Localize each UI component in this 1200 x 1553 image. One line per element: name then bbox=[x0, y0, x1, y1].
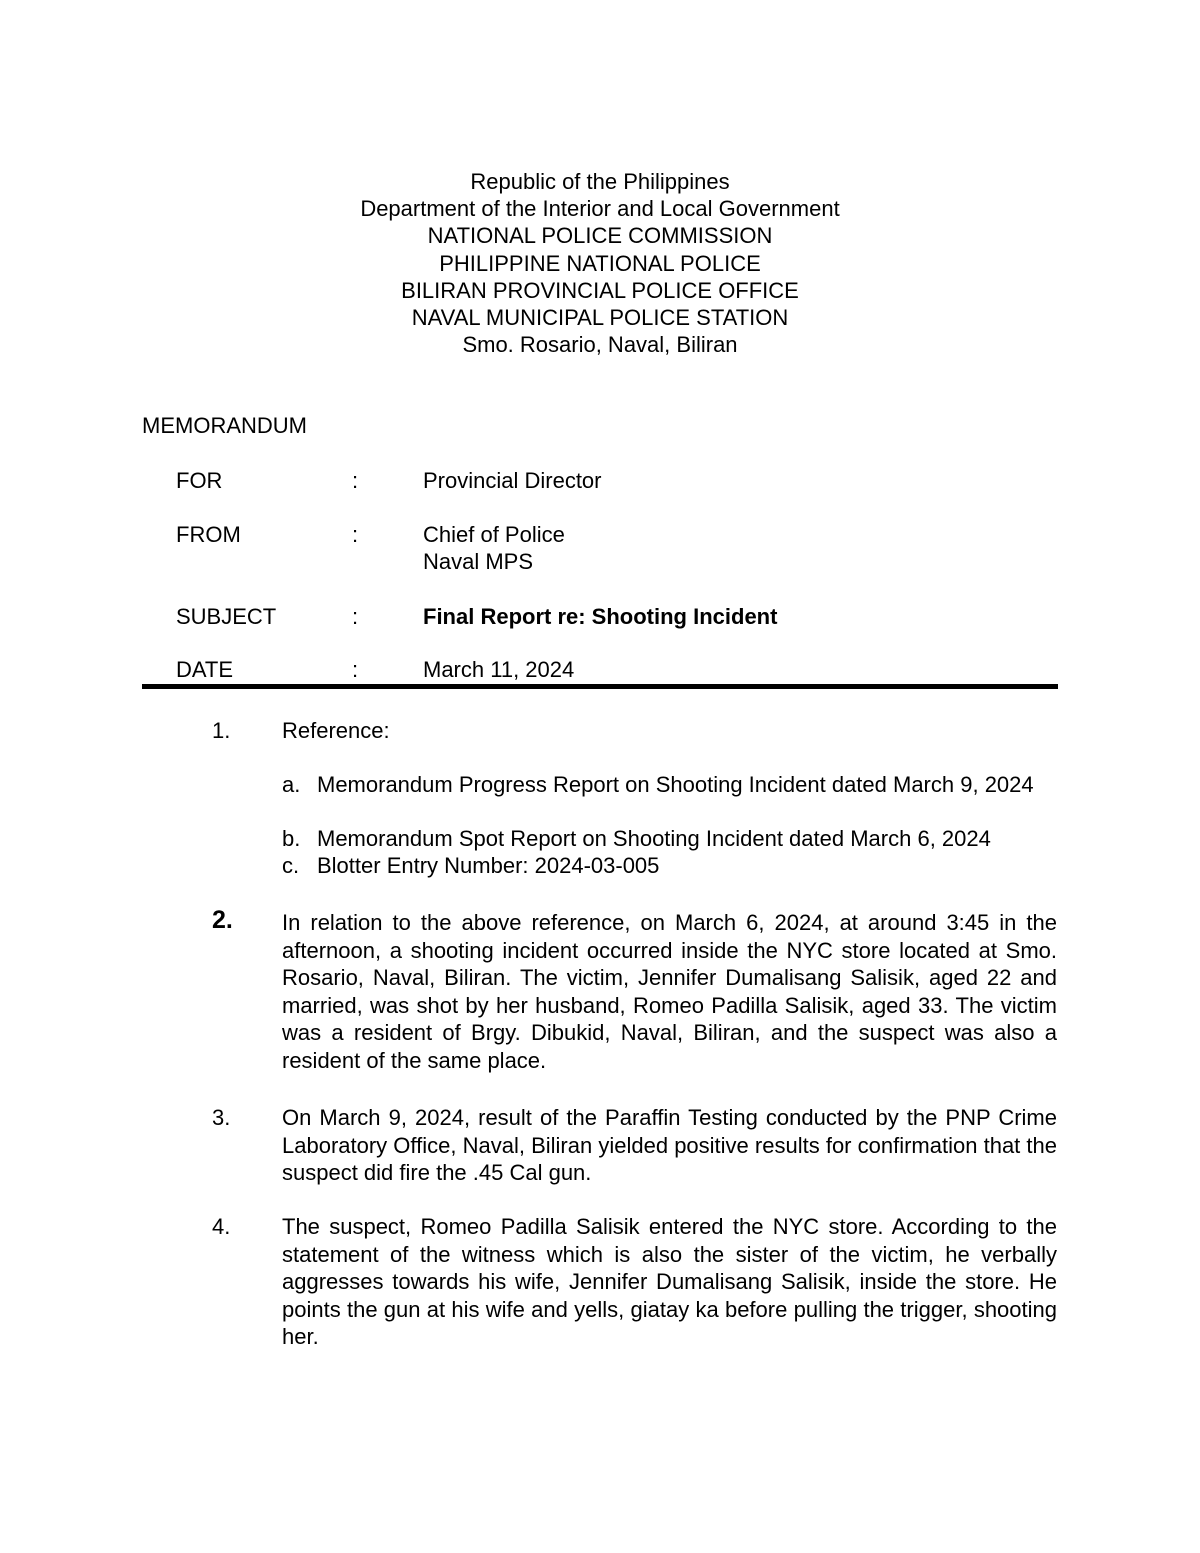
for-label: FOR bbox=[176, 468, 223, 493]
for-value: Provincial Director bbox=[423, 468, 602, 493]
for-colon: : bbox=[352, 468, 359, 493]
letterhead-police: PHILIPPINE NATIONAL POLICE bbox=[439, 250, 761, 276]
letterhead-provincial-office: BILIRAN PROVINCIAL POLICE OFFICE bbox=[401, 277, 799, 303]
date-label: DATE bbox=[176, 657, 234, 682]
reference-text: Memorandum Spot Report on Shooting Incident dated March 6, 2024 bbox=[317, 826, 991, 851]
para-1-number: 1. bbox=[212, 718, 231, 743]
para-3-text: On March 9, 2024, result of the Paraffin Testing conducted by the PNP Crime Laboratory Office, Naval, Biliran yielded positive results for confirmation that the suspect did fire the .45 Cal gun. bbox=[282, 1105, 1057, 1185]
reference-text: Memorandum Progress Report on Shooting Incident dated March 9, 2024 bbox=[317, 772, 1034, 797]
para-2-number: 2. bbox=[212, 906, 233, 934]
subject-colon: : bbox=[352, 604, 359, 629]
from-value-2: Naval MPS bbox=[423, 549, 534, 574]
header-divider bbox=[142, 684, 1058, 689]
from-value-1: Chief of Police bbox=[423, 522, 565, 547]
subject-label: SUBJECT bbox=[176, 604, 277, 629]
para-2-text: In relation to the above reference, on March 6, 2024, at around 3:45 in the afternoon, a shooting incident occurred inside the NYC store located at Smo. Rosario, Naval, Biliran. The victim, Jennifer Dumalisang Salisik, aged 22 and married, was shot by her husband, Romeo Padilla Salisik, aged 33. The victim was a resident of Brgy. Dibukid, Naval, Biliran, and the suspect was also a resident of the same place. bbox=[282, 910, 1057, 1073]
letterhead bbox=[0, 168, 1200, 358]
from-label: FROM bbox=[176, 522, 241, 547]
reference-letter: b. bbox=[282, 826, 301, 851]
para-4-number: 4. bbox=[212, 1214, 231, 1239]
subject-value: Final Report re: Shooting Incident bbox=[423, 604, 778, 629]
letterhead-country: Republic of the Philippines bbox=[470, 169, 730, 194]
para-3-number: 3. bbox=[212, 1105, 231, 1130]
date-value: March 11, 2024 bbox=[423, 657, 575, 682]
reference-text: Blotter Entry Number: 2024-03-005 bbox=[317, 853, 660, 878]
letterhead-address: Smo. Rosario, Naval, Biliran bbox=[462, 332, 738, 358]
letterhead-station: NAVAL MUNICIPAL POLICE STATION bbox=[411, 305, 789, 331]
reference-letter: c. bbox=[282, 853, 300, 878]
para-4-text: The suspect, Romeo Padilla Salisik entered the NYC store. According to the statement of the witness which is also the sister of the victim, he verbally aggresses towards his wife, Jennifer Dumalisang Salisik, inside the store. He points the gun at his wife and yells, giatay ka before pulling the trigger, shooting her. bbox=[282, 1214, 1057, 1349]
letterhead-commission: NATIONAL POLICE COMMISSION bbox=[427, 223, 773, 249]
from-colon: : bbox=[352, 522, 359, 547]
date-colon: : bbox=[352, 657, 359, 682]
para-1-text: Reference: bbox=[282, 718, 390, 743]
reference-letter: a. bbox=[282, 772, 301, 797]
letterhead-department: Department of the Interior and Local Government bbox=[360, 196, 840, 222]
memo-title: MEMORANDUM bbox=[142, 413, 307, 438]
